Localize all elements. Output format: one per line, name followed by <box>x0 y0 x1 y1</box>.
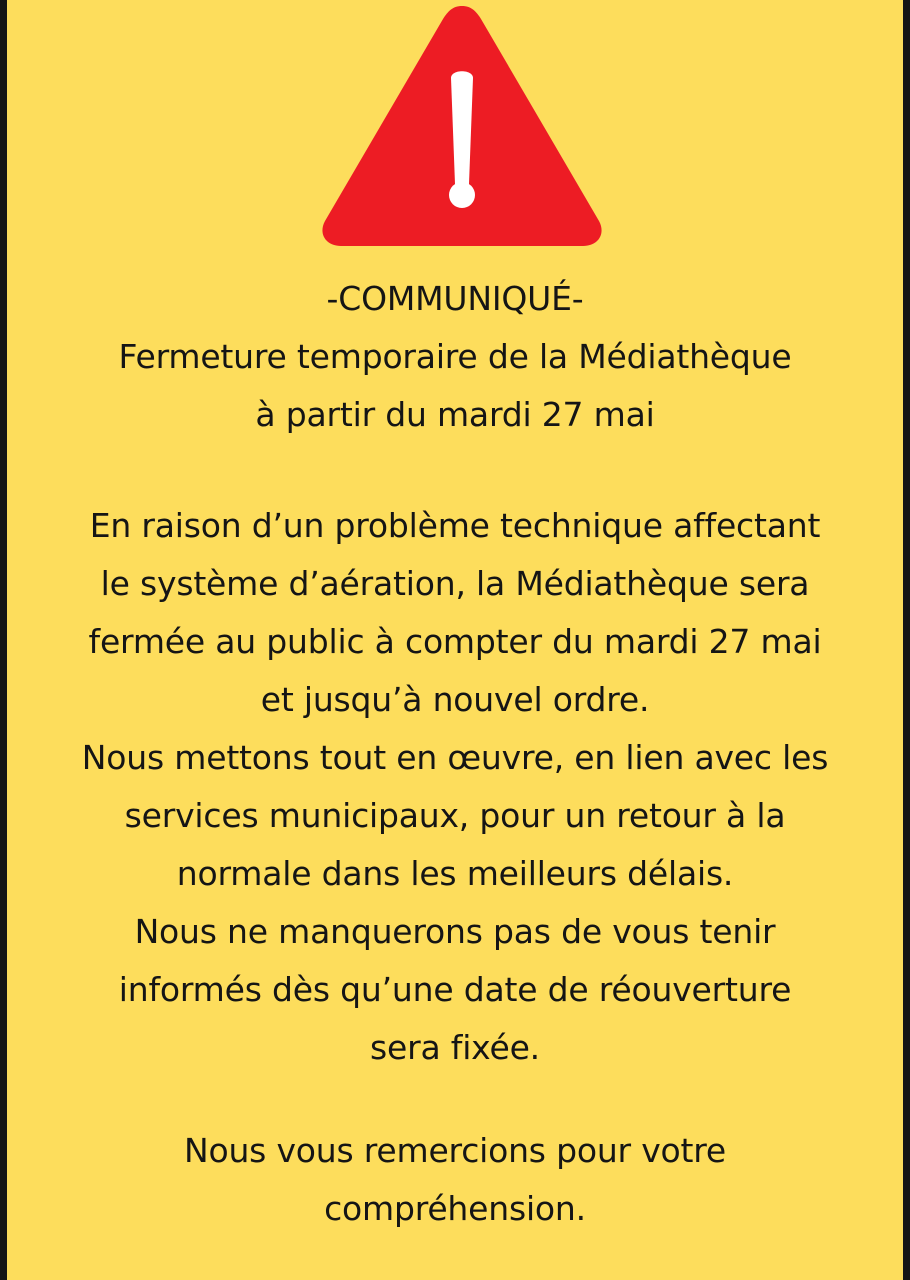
body-line-9: informés dès qu’une date de réouverture <box>118 970 792 1009</box>
closure-date: à partir du mardi 27 mai <box>255 395 655 434</box>
closing-line-2: compréhension. <box>324 1189 586 1228</box>
body-line-4: et jusqu’à nouvel ordre. <box>260 680 650 719</box>
announcement-poster <box>7 0 903 1280</box>
body-line-10: sera fixée. <box>370 1028 540 1067</box>
body-line-2: le système d’aération, la Médiathèque sera <box>100 564 810 603</box>
body-line-6: services municipaux, pour un retour à la <box>124 796 786 835</box>
communique-title: -COMMUNIQUÉ- <box>326 279 584 318</box>
body-line-3: fermée au public à compter du mardi 27 mai <box>88 622 822 661</box>
closure-headline: Fermeture temporaire de la Médiathèque <box>118 337 792 376</box>
notice-closing <box>7 1122 903 1238</box>
body-line-1: En raison d’un problème technique affectant <box>89 506 821 545</box>
body-line-5: Nous mettons tout en œuvre, en lien avec les <box>81 738 829 777</box>
body-line-8: Nous ne manquerons pas de vous tenir <box>134 912 776 951</box>
body-line-7: normale dans les meilleurs délais. <box>176 854 734 893</box>
notice-body <box>7 497 903 1077</box>
notice-heading <box>7 270 903 444</box>
closing-line-1: Nous vous remercions pour votre <box>183 1131 727 1170</box>
warning-triangle-icon <box>320 2 604 248</box>
